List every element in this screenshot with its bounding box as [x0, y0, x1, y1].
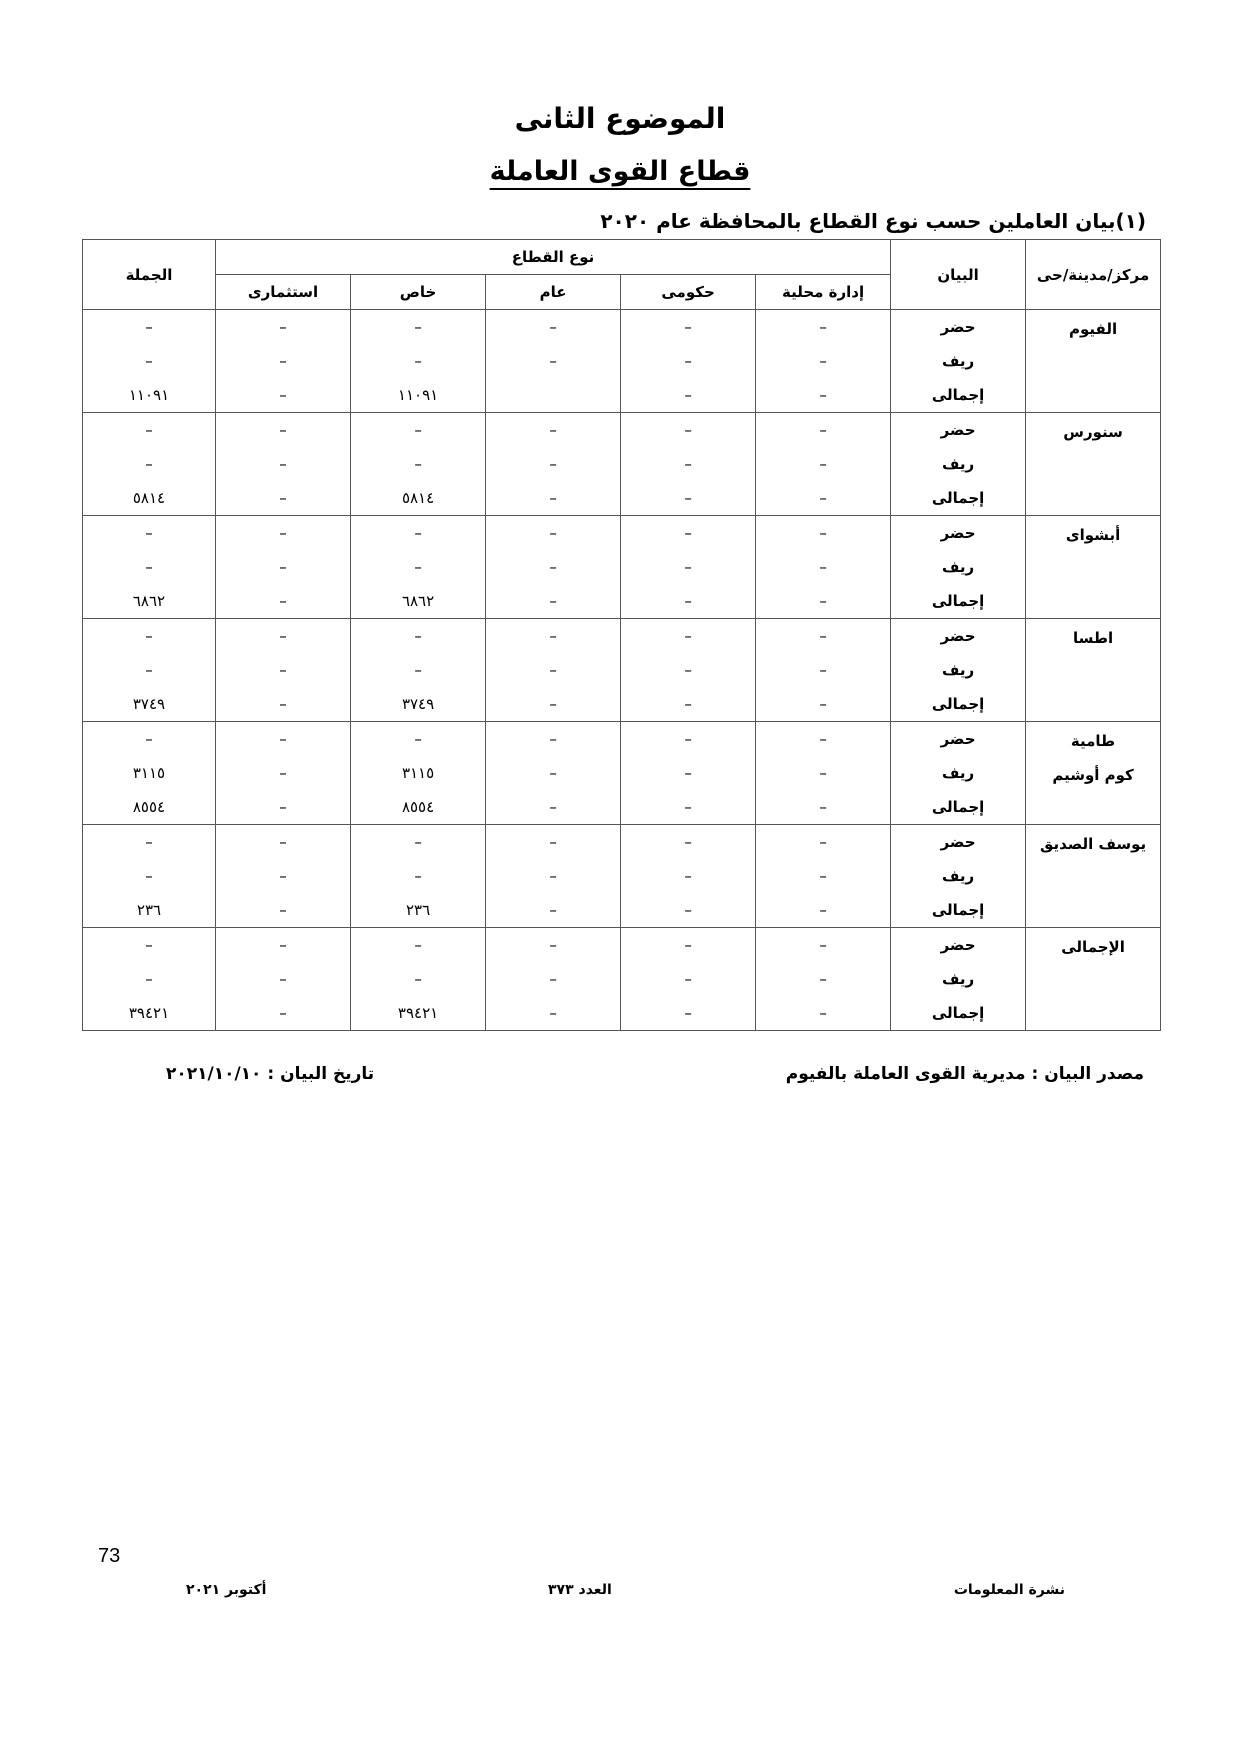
region-name: سنورس	[1063, 423, 1123, 441]
value-cell: –	[756, 344, 891, 378]
value-cell: –	[351, 859, 486, 893]
region-name: الإجمالى	[1061, 938, 1125, 956]
value-cell: –	[486, 962, 621, 996]
value-cell: –	[83, 413, 216, 448]
value-cell: –	[83, 928, 216, 963]
value-cell: ٨٥٥٤	[83, 790, 216, 825]
value-cell: –	[351, 550, 486, 584]
value-cell: –	[83, 516, 216, 551]
table-row	[83, 825, 1161, 860]
value-cell: ٣١١٥	[83, 756, 216, 790]
value-cell: –	[216, 825, 351, 860]
value-cell: –	[621, 550, 756, 584]
value-cell: ٣٩٤٢١	[83, 996, 216, 1031]
table-row	[83, 996, 1161, 1031]
value-cell: –	[486, 516, 621, 551]
value-cell: –	[351, 413, 486, 448]
row-label: إجمالى	[891, 378, 1026, 413]
value-cell: –	[216, 928, 351, 963]
data-source: مصدر البيان : مديرية القوى العاملة بالفيوم	[785, 1064, 1144, 1084]
region-name: اطسا	[1072, 629, 1114, 647]
value-cell: –	[216, 619, 351, 654]
value-cell	[486, 378, 621, 413]
page-title: الموضوع الثانى	[514, 102, 726, 135]
header-region: مركز/مدينة/حى	[1026, 240, 1161, 310]
value-cell: –	[216, 344, 351, 378]
row-label: ريف	[891, 859, 1026, 893]
value-cell: –	[486, 584, 621, 619]
table-row	[83, 962, 1161, 996]
value-cell: –	[83, 619, 216, 654]
value-cell: –	[756, 447, 891, 481]
row-label: إجمالى	[891, 687, 1026, 722]
value-cell: –	[756, 310, 891, 345]
value-cell: –	[216, 893, 351, 928]
row-label: إجمالى	[891, 893, 1026, 928]
value-cell: –	[621, 378, 756, 413]
value-cell: –	[216, 653, 351, 687]
value-cell: –	[216, 310, 351, 345]
subtitle-text: قطاع القوى العاملة	[489, 156, 751, 187]
value-cell: ٣١١٥	[351, 756, 486, 790]
region-name: الفيوم	[1069, 320, 1118, 338]
value-cell: –	[216, 447, 351, 481]
table-row	[83, 378, 1161, 413]
region-cell	[1026, 516, 1161, 619]
region-name: يوسف الصديق	[1039, 835, 1147, 853]
value-cell: –	[83, 825, 216, 860]
table-row	[83, 481, 1161, 516]
row-label: حضر	[891, 825, 1026, 860]
value-cell: –	[486, 413, 621, 448]
value-cell: –	[486, 653, 621, 687]
row-label: إجمالى	[891, 996, 1026, 1031]
value-cell: –	[83, 447, 216, 481]
value-cell: ٥٨١٤	[83, 481, 216, 516]
value-cell: –	[216, 962, 351, 996]
value-cell: –	[216, 722, 351, 757]
value-cell: –	[486, 928, 621, 963]
table-row	[83, 310, 1161, 345]
table-row	[83, 928, 1161, 963]
value-cell: ٢٣٦	[83, 893, 216, 928]
header-sector: نوع القطاع	[216, 240, 891, 275]
value-cell: –	[216, 584, 351, 619]
value-cell: –	[486, 344, 621, 378]
region-cell	[1026, 413, 1161, 516]
row-label: ريف	[891, 447, 1026, 481]
table-row	[83, 550, 1161, 584]
value-cell: –	[351, 344, 486, 378]
region-cell	[1026, 928, 1161, 1031]
value-cell: –	[756, 584, 891, 619]
value-cell: –	[756, 928, 891, 963]
value-cell: –	[351, 962, 486, 996]
value-cell: –	[351, 722, 486, 757]
row-label: حضر	[891, 928, 1026, 963]
table-row	[83, 344, 1161, 378]
table-row	[83, 722, 1161, 757]
value-cell: –	[621, 619, 756, 654]
value-cell: –	[621, 928, 756, 963]
value-cell: –	[756, 481, 891, 516]
row-label: حضر	[891, 516, 1026, 551]
row-label: ريف	[891, 550, 1026, 584]
value-cell: –	[756, 378, 891, 413]
value-cell: –	[621, 344, 756, 378]
value-cell: –	[216, 996, 351, 1031]
row-label: إجمالى	[891, 584, 1026, 619]
value-cell: –	[621, 653, 756, 687]
value-cell: –	[351, 825, 486, 860]
value-cell: –	[486, 825, 621, 860]
table-body	[83, 310, 1161, 1031]
page-subtitle	[0, 156, 1240, 187]
data-date: تاريخ البيان : ٢٠٢١/١٠/١٠	[166, 1064, 375, 1084]
value-cell: ٨٥٥٤	[351, 790, 486, 825]
value-cell: –	[756, 516, 891, 551]
value-cell: –	[83, 962, 216, 996]
value-cell: –	[216, 378, 351, 413]
value-cell: –	[621, 481, 756, 516]
row-label: ريف	[891, 756, 1026, 790]
value-cell: –	[351, 928, 486, 963]
region-cell	[1026, 619, 1161, 722]
value-cell: –	[621, 413, 756, 448]
value-cell: –	[621, 516, 756, 551]
value-cell: –	[756, 619, 891, 654]
value-cell: –	[486, 481, 621, 516]
table-row	[83, 619, 1161, 654]
value-cell: –	[486, 790, 621, 825]
value-cell: –	[83, 550, 216, 584]
value-cell: –	[351, 447, 486, 481]
page-number: 73	[98, 1545, 121, 1567]
value-cell: –	[756, 687, 891, 722]
value-cell: –	[486, 550, 621, 584]
value-cell: –	[621, 584, 756, 619]
value-cell: ١١٠٩١	[83, 378, 216, 413]
value-cell: ٣٧٤٩	[83, 687, 216, 722]
table-row	[83, 859, 1161, 893]
value-cell: –	[83, 859, 216, 893]
header-government: حكومى	[621, 275, 756, 310]
value-cell: –	[351, 653, 486, 687]
value-cell: ٦٨٦٢	[351, 584, 486, 619]
value-cell: –	[216, 756, 351, 790]
row-label: إجمالى	[891, 481, 1026, 516]
value-cell: –	[486, 447, 621, 481]
value-cell: ٥٨١٤	[351, 481, 486, 516]
region-name: طامية	[1070, 732, 1116, 750]
value-cell: –	[83, 653, 216, 687]
header-total: الجملة	[83, 240, 216, 310]
value-cell: –	[756, 859, 891, 893]
table-row	[83, 584, 1161, 619]
row-label: حضر	[891, 619, 1026, 654]
value-cell: –	[621, 996, 756, 1031]
value-cell: –	[621, 893, 756, 928]
table-caption: (١)بيان العاملين حسب نوع القطاع بالمحافظة عام ٢٠٢٠	[600, 209, 1146, 233]
region-name: كوم أوشيم	[1052, 766, 1134, 784]
value-cell: –	[486, 893, 621, 928]
value-cell: –	[621, 790, 756, 825]
table-row	[83, 413, 1161, 448]
value-cell: –	[216, 790, 351, 825]
value-cell: –	[756, 790, 891, 825]
value-cell: ٣٧٤٩	[351, 687, 486, 722]
region-cell	[1026, 825, 1161, 928]
row-label: إجمالى	[891, 790, 1026, 825]
footer-month: أكتوبر ٢٠٢١	[186, 1582, 267, 1598]
value-cell: –	[756, 962, 891, 996]
value-cell: ٢٣٦	[351, 893, 486, 928]
table-row	[83, 756, 1161, 790]
value-cell: –	[621, 310, 756, 345]
value-cell: –	[756, 893, 891, 928]
value-cell: –	[621, 687, 756, 722]
value-cell: –	[486, 756, 621, 790]
value-cell: –	[486, 310, 621, 345]
value-cell: –	[351, 619, 486, 654]
value-cell: –	[486, 619, 621, 654]
value-cell: –	[486, 859, 621, 893]
region-name: أبشواى	[1065, 526, 1121, 544]
value-cell: –	[83, 722, 216, 757]
value-cell: –	[621, 825, 756, 860]
region-cell	[1026, 310, 1161, 413]
row-label: ريف	[891, 962, 1026, 996]
value-cell: –	[621, 756, 756, 790]
value-cell: –	[756, 996, 891, 1031]
value-cell: –	[216, 516, 351, 551]
table-row	[83, 653, 1161, 687]
value-cell: ١١٠٩١	[351, 378, 486, 413]
table-row	[83, 447, 1161, 481]
header-public: عام	[486, 275, 621, 310]
row-label: حضر	[891, 413, 1026, 448]
value-cell: –	[756, 722, 891, 757]
table-row	[83, 687, 1161, 722]
row-label: ريف	[891, 653, 1026, 687]
value-cell: –	[216, 859, 351, 893]
value-cell: –	[83, 310, 216, 345]
workforce-table	[82, 239, 1161, 1031]
header-local-admin: إدارة محلية	[756, 275, 891, 310]
value-cell: –	[756, 756, 891, 790]
footer-issue: العدد ٣٧٣	[548, 1582, 612, 1598]
value-cell: –	[621, 447, 756, 481]
value-cell: –	[216, 413, 351, 448]
table-row	[83, 790, 1161, 825]
row-label: حضر	[891, 722, 1026, 757]
value-cell: –	[756, 550, 891, 584]
row-label: ريف	[891, 344, 1026, 378]
region-cell	[1026, 722, 1161, 825]
value-cell: –	[351, 516, 486, 551]
value-cell: –	[486, 687, 621, 722]
value-cell: ٣٩٤٢١	[351, 996, 486, 1031]
header-investment: استثمارى	[216, 275, 351, 310]
value-cell: –	[621, 859, 756, 893]
value-cell: –	[756, 653, 891, 687]
value-cell: –	[756, 413, 891, 448]
value-cell: –	[486, 722, 621, 757]
value-cell: –	[83, 344, 216, 378]
table-row	[83, 893, 1161, 928]
value-cell: –	[216, 481, 351, 516]
value-cell: –	[621, 722, 756, 757]
value-cell: –	[216, 687, 351, 722]
row-label: حضر	[891, 310, 1026, 345]
header-private: خاص	[351, 275, 486, 310]
table-row	[83, 516, 1161, 551]
value-cell: –	[621, 962, 756, 996]
value-cell: –	[756, 825, 891, 860]
value-cell: –	[486, 996, 621, 1031]
value-cell: –	[216, 550, 351, 584]
footer-publication: نشرة المعلومات	[953, 1582, 1065, 1598]
header-statement: البيان	[891, 240, 1026, 310]
value-cell: –	[351, 310, 486, 345]
value-cell: ٦٨٦٢	[83, 584, 216, 619]
